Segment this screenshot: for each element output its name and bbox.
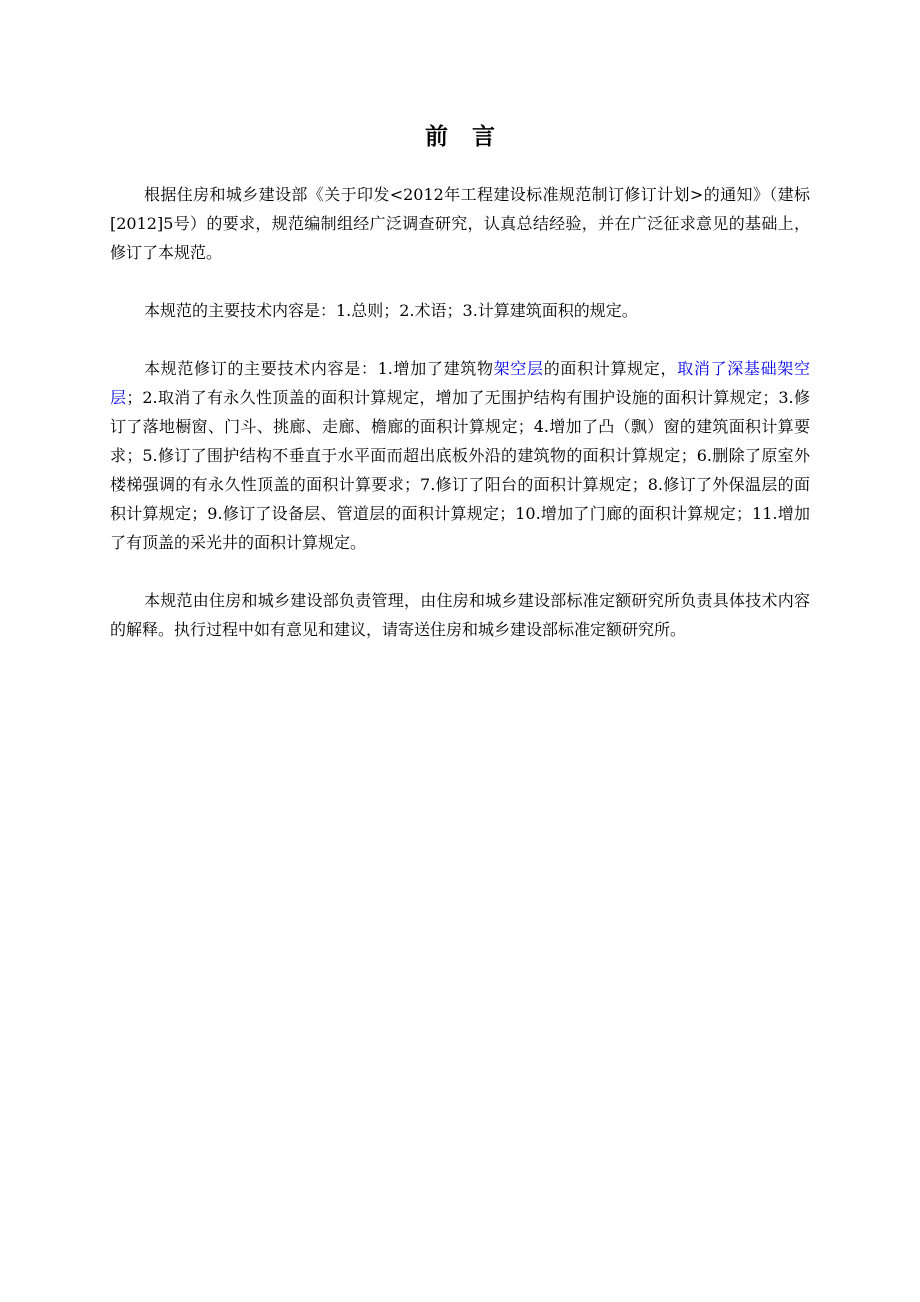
revision-text-part-2: 的面积计算规定， <box>543 359 678 378</box>
revision-text-part-3: ；2.取消了有永久性顶盖的面积计算规定，增加了无围护结构有围护设施的面积计算规定；3.修订了落地橱窗、门斗、挑廊、走廊、檐廊的面积计算规定；4.增加了凸（飘）窗的建筑面积计算要求；5.修订了围护结构不垂直于水平面而超出底板外沿的建筑物的面积计算规定；6.删除了原室外楼梯强调的有永久性顶盖的面积计算要求；7.修订了阳台的面积计算规定；8.修订了外保温层的面积计算规定；9.修订了设备层、管道层的面积计算规定；10.增加了门廊的面积计算规定；11.增加了有顶盖的采光井的面积计算规定。 <box>110 388 810 552</box>
revision-text-part-1: 本规范修订的主要技术内容是：1.增加了建筑物 <box>144 359 494 378</box>
link-overhead-floor[interactable]: 架空层 <box>493 359 544 378</box>
paragraph-revision-content <box>110 354 810 557</box>
paragraph-basis: 根据住房和城乡建设部《关于印发<2012年工程建设标准规范制订修订计划>的通知》（建标[2012]5号）的要求，规范编制组经广泛调查研究，认真总结经验，并在广泛征求意见的基础上，修订了本规范。 <box>110 185 810 262</box>
page-title: 前言 <box>425 124 519 150</box>
paragraph-main-content: 本规范的主要技术内容是：1.总则；2.术语；3.计算建筑面积的规定。 <box>144 301 638 320</box>
document-body <box>110 180 810 673</box>
link-cancel-deep-foundation-overhead-floor[interactable]: 取消了深基础架空层 <box>110 359 810 407</box>
paragraph-management: 本规范由住房和城乡建设部负责管理，由住房和城乡建设部标准定额研究所负责具体技术内容的解释。执行过程中如有意见和建议，请寄送住房和城乡建设部标准定额研究所。 <box>110 591 810 639</box>
